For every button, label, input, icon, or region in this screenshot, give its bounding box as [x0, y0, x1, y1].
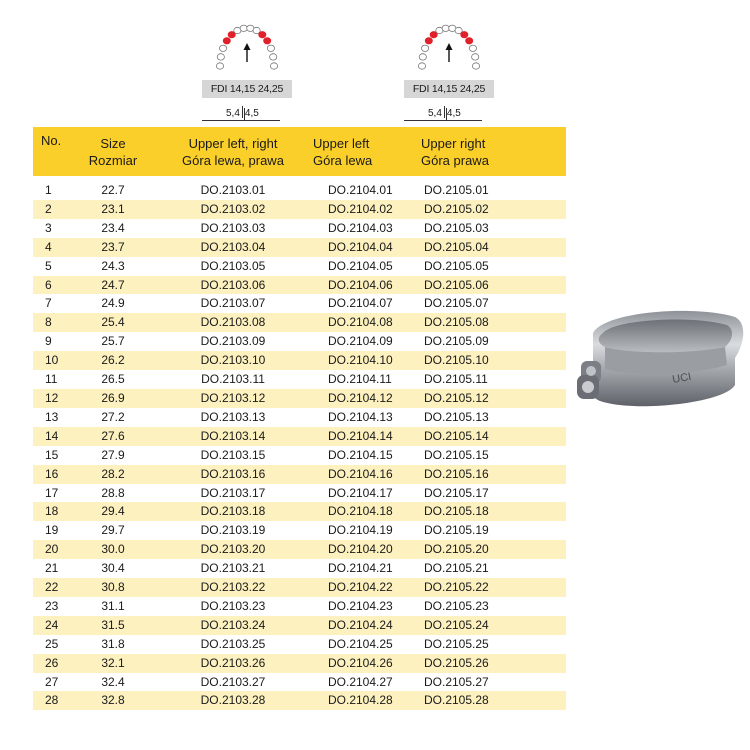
cell-upper-right: DO.2105.16: [418, 465, 566, 484]
cell-upper-left: DO.2104.25: [328, 636, 393, 651]
cell-upper-right: DO.2105.04: [418, 238, 566, 257]
cell-upper-left: DO.2104.15: [328, 447, 393, 462]
cell-upper-left-right: DO.2103.05: [200, 258, 266, 273]
tooth: [442, 25, 449, 31]
cell-upper-left-right: DO.2103.13: [200, 409, 266, 424]
cell-upper-right: DO.2105.01: [424, 183, 489, 197]
cell-size: 24.7: [68, 276, 158, 295]
cell-size: 30.0: [68, 540, 158, 559]
fdi-label: FDI 14,15 24,25: [202, 80, 292, 98]
table-row: [33, 465, 566, 484]
dimension-line: [404, 120, 482, 121]
cell-size: 27.2: [101, 409, 125, 424]
cell-upper-right: DO.2105.14: [418, 427, 566, 446]
tooth: [419, 54, 426, 60]
cell-upper-left: DO.2104.06: [308, 276, 418, 295]
table-row: [33, 691, 566, 710]
cell-upper-left-right: DO.2103.14: [158, 427, 308, 446]
cell-upper-left: DO.2104.12: [308, 389, 418, 408]
table-row: [33, 181, 566, 200]
cell-size: 24.9: [101, 296, 125, 311]
cell-upper-right: DO.2105.15: [424, 447, 489, 462]
cell-upper-right: DO.2105.13: [424, 409, 489, 424]
cell-upper-right: DO.2105.12: [418, 389, 566, 408]
cell-upper-left-right: DO.2103.26: [158, 654, 308, 673]
dental-arch-icon: [202, 10, 292, 80]
table-row: [33, 521, 566, 540]
cell-upper-left: DO.2104.28: [308, 691, 418, 710]
cell-size: 28.8: [101, 485, 125, 500]
cell-size: 25.7: [101, 334, 125, 349]
cell-upper-left-right: DO.2103.03: [200, 220, 266, 235]
table-row: [33, 597, 566, 616]
table-row: [33, 540, 566, 559]
cell-no: 20: [33, 540, 68, 559]
table-row: [33, 635, 566, 654]
tooth: [469, 45, 476, 51]
cell-size: 23.4: [101, 220, 125, 235]
table-row: [33, 654, 566, 673]
cell-upper-left-right: DO.2103.21: [200, 561, 266, 576]
tooth: [240, 25, 247, 31]
cell-upper-left-right: DO.2103.10: [158, 351, 308, 370]
cell-size: 30.8: [68, 578, 158, 597]
cell-upper-right: DO.2105.20: [418, 540, 566, 559]
cell-no: 5: [45, 258, 52, 273]
cell-size: 31.8: [101, 636, 125, 651]
table-row: [33, 559, 566, 578]
cell-no: 27: [45, 674, 59, 689]
table-header-row: [33, 127, 566, 176]
cell-upper-left-right: DO.2103.25: [200, 636, 266, 651]
cell-upper-left: DO.2104.14: [308, 427, 418, 446]
dimension-line: [202, 120, 280, 121]
cell-no: 19: [45, 523, 59, 538]
table-row: [33, 578, 566, 597]
table-row: [33, 370, 566, 389]
table-row: [33, 238, 566, 257]
cell-upper-left: DO.2104.05: [328, 258, 393, 273]
table-row: [33, 257, 566, 276]
cell-no: 21: [45, 561, 59, 576]
cell-upper-left-right: DO.2103.27: [200, 674, 266, 689]
cell-no: 4: [33, 238, 68, 257]
cell-upper-left: DO.2104.04: [308, 238, 418, 257]
table-row: [33, 408, 566, 427]
cell-upper-right: DO.2105.02: [418, 200, 566, 219]
dental-arch-diagram: [202, 10, 292, 122]
table-row: [33, 389, 566, 408]
cell-upper-left-right: DO.2103.23: [200, 598, 266, 613]
cell-upper-right: DO.2105.27: [424, 674, 489, 689]
cell-upper-left-right: DO.2103.20: [158, 540, 308, 559]
cell-size: 25.4: [68, 313, 158, 332]
cell-size: 27.9: [101, 447, 125, 462]
cell-size: 29.7: [101, 523, 125, 538]
cell-upper-right: DO.2105.07: [424, 296, 489, 311]
tooth-highlighted: [461, 32, 468, 38]
cell-upper-left: DO.2104.07: [328, 296, 393, 311]
cell-upper-left: DO.2104.11: [328, 372, 392, 387]
dimension-label: 5,4 4,5: [226, 108, 259, 119]
arrow-head-icon: [446, 43, 453, 50]
dimension-label: 5,4 4,5: [428, 108, 461, 119]
cell-upper-left-right: DO.2103.06: [158, 276, 308, 295]
fdi-label: FDI 14,15 24,25: [404, 80, 494, 98]
cell-upper-left: DO.2104.01: [328, 183, 393, 197]
cell-upper-left-right: DO.2103.01: [200, 183, 266, 197]
cell-upper-left-right: DO.2103.22: [158, 578, 308, 597]
cell-upper-right: DO.2105.25: [424, 636, 489, 651]
tooth: [422, 45, 429, 51]
band-engraving: UCI: [671, 370, 693, 386]
cell-no: 2: [33, 200, 68, 219]
header-no: No.: [33, 127, 68, 176]
cell-no: 3: [45, 220, 52, 235]
cell-upper-left-right: DO.2103.04: [158, 238, 308, 257]
tooth: [220, 45, 227, 51]
cell-upper-left: DO.2104.16: [308, 465, 418, 484]
cell-upper-right: DO.2105.05: [424, 258, 489, 273]
cell-upper-left: DO.2104.24: [308, 616, 418, 635]
table-row: [33, 351, 566, 370]
cell-no: 10: [33, 351, 68, 370]
cell-upper-right: DO.2105.28: [418, 691, 566, 710]
cell-upper-right: DO.2105.21: [424, 561, 489, 576]
cell-upper-right: DO.2105.09: [424, 334, 489, 349]
tooth: [270, 54, 277, 60]
cell-upper-right: DO.2105.06: [418, 276, 566, 295]
table-row: [33, 427, 566, 446]
tooth: [472, 63, 479, 69]
band-size-table: [33, 127, 566, 710]
cell-upper-left-right: DO.2103.16: [158, 465, 308, 484]
tooth: [267, 45, 274, 51]
cell-upper-right: DO.2105.03: [424, 220, 489, 235]
cell-upper-left: DO.2104.02: [308, 200, 418, 219]
cell-size: 26.9: [68, 389, 158, 408]
table-row: [33, 294, 566, 313]
cell-no: 11: [45, 372, 58, 387]
cell-size: 22.7: [101, 183, 125, 197]
cell-size: 23.7: [68, 238, 158, 257]
tooth: [270, 63, 277, 69]
dental-arch-diagram: [404, 10, 494, 122]
cell-no: 15: [45, 447, 59, 462]
cell-upper-left: DO.2104.20: [308, 540, 418, 559]
cell-no: 18: [33, 502, 68, 521]
header-upper-left: Upper left Góra lewa: [308, 127, 418, 176]
table-row: [33, 502, 566, 521]
cell-upper-left-right: DO.2103.08: [158, 313, 308, 332]
cell-size: 30.4: [101, 561, 125, 576]
cell-upper-left-right: DO.2103.12: [158, 389, 308, 408]
cell-no: 16: [33, 465, 68, 484]
cell-no: 8: [33, 313, 68, 332]
cell-size: 28.2: [68, 465, 158, 484]
table-row: [33, 332, 566, 351]
arrow-head-icon: [244, 43, 251, 50]
tooth-highlighted: [223, 38, 230, 44]
cell-upper-left-right: DO.2103.17: [200, 485, 266, 500]
cell-no: 17: [45, 485, 59, 500]
table-row: [33, 276, 566, 295]
table-row: [33, 446, 566, 465]
table-row: [33, 673, 566, 692]
cell-upper-right: DO.2105.17: [424, 485, 489, 500]
cell-no: 14: [33, 427, 68, 446]
cell-upper-right: DO.2105.18: [418, 502, 566, 521]
cell-size: 26.5: [101, 372, 125, 387]
cell-upper-right: DO.2105.24: [418, 616, 566, 635]
cell-no: 1: [45, 183, 52, 197]
tooth-highlighted: [264, 38, 271, 44]
table-row: [33, 484, 566, 503]
cell-no: 25: [45, 636, 59, 651]
table-row: [33, 200, 566, 219]
header-upper-left-right: Upper left, right Góra lewa, prawa: [158, 127, 308, 176]
cell-no: 12: [33, 389, 68, 408]
tooth: [418, 63, 425, 69]
cell-upper-right: DO.2105.08: [418, 313, 566, 332]
cell-size: 32.1: [68, 654, 158, 673]
dental-arch-icon: [404, 10, 494, 80]
cell-no: 24: [33, 616, 68, 635]
cell-upper-left-right: DO.2103.19: [200, 523, 266, 538]
cell-upper-left-right: DO.2103.18: [158, 502, 308, 521]
cell-upper-left: DO.2104.08: [308, 313, 418, 332]
orthodontic-band-image: [575, 303, 747, 418]
cell-size: 32.8: [68, 691, 158, 710]
tooth-highlighted: [466, 38, 473, 44]
tooth-highlighted: [259, 32, 266, 38]
tooth: [216, 63, 223, 69]
cell-upper-left-right: DO.2103.07: [200, 296, 266, 311]
cell-upper-left: DO.2104.21: [328, 561, 393, 576]
cell-upper-left-right: DO.2103.24: [158, 616, 308, 635]
cell-upper-left-right: DO.2103.28: [158, 691, 308, 710]
cell-upper-left: DO.2104.13: [328, 409, 393, 424]
cell-upper-left: DO.2104.18: [308, 502, 418, 521]
cell-size: 23.1: [68, 200, 158, 219]
table-row: [33, 616, 566, 635]
cell-size: 27.6: [68, 427, 158, 446]
cell-upper-left: DO.2104.09: [328, 334, 393, 349]
cell-upper-left: DO.2104.17: [328, 485, 393, 500]
cell-size: 24.3: [101, 258, 125, 273]
header-upper-right: Upper right Góra prawa: [418, 127, 566, 176]
cell-upper-right: DO.2105.26: [418, 654, 566, 673]
cell-upper-left: DO.2104.19: [328, 523, 393, 538]
cell-upper-left: DO.2104.03: [328, 220, 393, 235]
cell-size: 31.5: [68, 616, 158, 635]
cell-no: 6: [33, 276, 68, 295]
cell-upper-right: DO.2105.23: [424, 598, 489, 613]
cell-upper-left-right: DO.2103.15: [200, 447, 266, 462]
cell-no: 22: [33, 578, 68, 597]
header-size: Size Rozmiar: [68, 127, 158, 176]
cell-upper-left-right: DO.2103.09: [200, 334, 266, 349]
table-row: [33, 313, 566, 332]
tooth: [472, 54, 479, 60]
cell-upper-left-right: DO.2103.02: [158, 200, 308, 219]
cell-no: 23: [45, 598, 59, 613]
cell-upper-left: DO.2104.10: [308, 351, 418, 370]
cell-size: 26.2: [68, 351, 158, 370]
tooth-highlighted: [425, 38, 432, 44]
cell-upper-right: DO.2105.11: [424, 372, 488, 387]
cell-upper-left-right: DO.2103.11: [201, 372, 265, 387]
cell-no: 7: [45, 296, 52, 311]
table-row: [33, 219, 566, 238]
cell-no: 26: [33, 654, 68, 673]
cell-no: 28: [33, 691, 68, 710]
cell-upper-right: DO.2105.22: [418, 578, 566, 597]
cell-size: 31.1: [101, 598, 125, 613]
cell-size: 29.4: [68, 502, 158, 521]
cell-upper-left: DO.2104.26: [308, 654, 418, 673]
cell-size: 32.4: [101, 674, 125, 689]
cell-upper-left: DO.2104.27: [328, 674, 393, 689]
cell-no: 13: [45, 409, 59, 424]
cell-no: 9: [45, 334, 52, 349]
tooth: [217, 54, 224, 60]
cell-upper-right: DO.2105.19: [424, 523, 489, 538]
cell-upper-left: DO.2104.22: [308, 578, 418, 597]
cell-upper-right: DO.2105.10: [418, 351, 566, 370]
cell-upper-left: DO.2104.23: [328, 598, 393, 613]
